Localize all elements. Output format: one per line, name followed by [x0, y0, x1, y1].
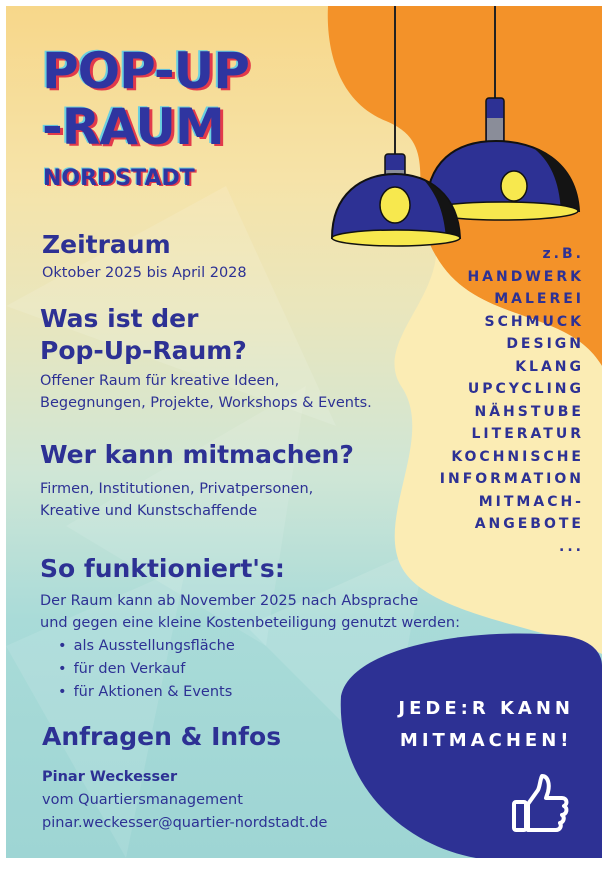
list-item: ...: [559, 538, 584, 555]
examples-list: [440, 243, 584, 558]
funktioniert-text-line-2: und gegen eine kleine Kostenbeteiligung genutzt werden:: [40, 615, 461, 631]
was-heading-line-2: Pop-Up-Raum?: [40, 336, 247, 365]
poster: [6, 6, 602, 858]
list-item: NÄHSTUBE: [474, 403, 584, 420]
list-item: HANDWERK: [467, 268, 584, 285]
list-item: • für den Verkauf: [58, 658, 235, 681]
list-item: MITMACH-: [478, 493, 584, 510]
list-item: MALEREI: [494, 291, 584, 307]
contact-name: Pinar Weckesser: [42, 769, 178, 785]
was-heading-line-1: Was ist der: [40, 304, 199, 333]
list-item: DESIGN: [506, 336, 584, 352]
was-text-line-2: Begegnungen, Projekte, Workshops & Events.: [40, 395, 372, 411]
contact-email[interactable]: pinar.weckesser@quartier-nordstadt.de: [42, 815, 328, 831]
list-item: z.B.: [542, 246, 584, 262]
wer-text-line-1: Firmen, Institutionen, Privatpersonen,: [40, 481, 314, 497]
list-item: ANGEBOTE: [474, 516, 584, 532]
wer-heading: Wer kann mitmachen?: [40, 440, 354, 469]
wer-text-line-2: Kreative und Kunstschaffende: [40, 503, 258, 519]
list-item: • für Aktionen & Events: [58, 681, 235, 704]
list-item: KLANG: [515, 358, 584, 375]
was-text-line-1: Offener Raum für kreative Ideen,: [40, 373, 280, 389]
title-line-1: POP-UP: [42, 42, 249, 100]
zeitraum-heading: Zeitraum: [42, 230, 171, 259]
list-item: SCHMUCK: [484, 313, 584, 330]
contact-org: vom Quartiersmanagement: [42, 792, 243, 808]
funktioniert-heading: So funktioniert's:: [40, 554, 285, 583]
list-item: UPCYCLING: [467, 381, 584, 397]
title-line-2: -RAUM: [42, 98, 224, 156]
usage-list: [58, 635, 235, 704]
list-item: KOCHNISCHE: [451, 448, 584, 465]
callout-line-1: JEDE:R KANN: [398, 698, 574, 719]
callout: [398, 693, 574, 757]
callout-line-2: MITMACHEN!: [399, 730, 573, 751]
list-item: INFORMATION: [439, 471, 584, 487]
thumbs-up-icon: [506, 770, 572, 836]
funktioniert-text-line-1: Der Raum kann ab November 2025 nach Absprache: [40, 593, 419, 609]
subtitle: NORDSTADT: [43, 166, 195, 191]
list-item: • als Ausstellungsfläche: [58, 635, 235, 658]
list-item: LITERATUR: [471, 426, 584, 442]
anfragen-heading: Anfragen & Infos: [42, 722, 282, 751]
zeitraum-text: Oktober 2025 bis April 2028: [42, 265, 247, 281]
